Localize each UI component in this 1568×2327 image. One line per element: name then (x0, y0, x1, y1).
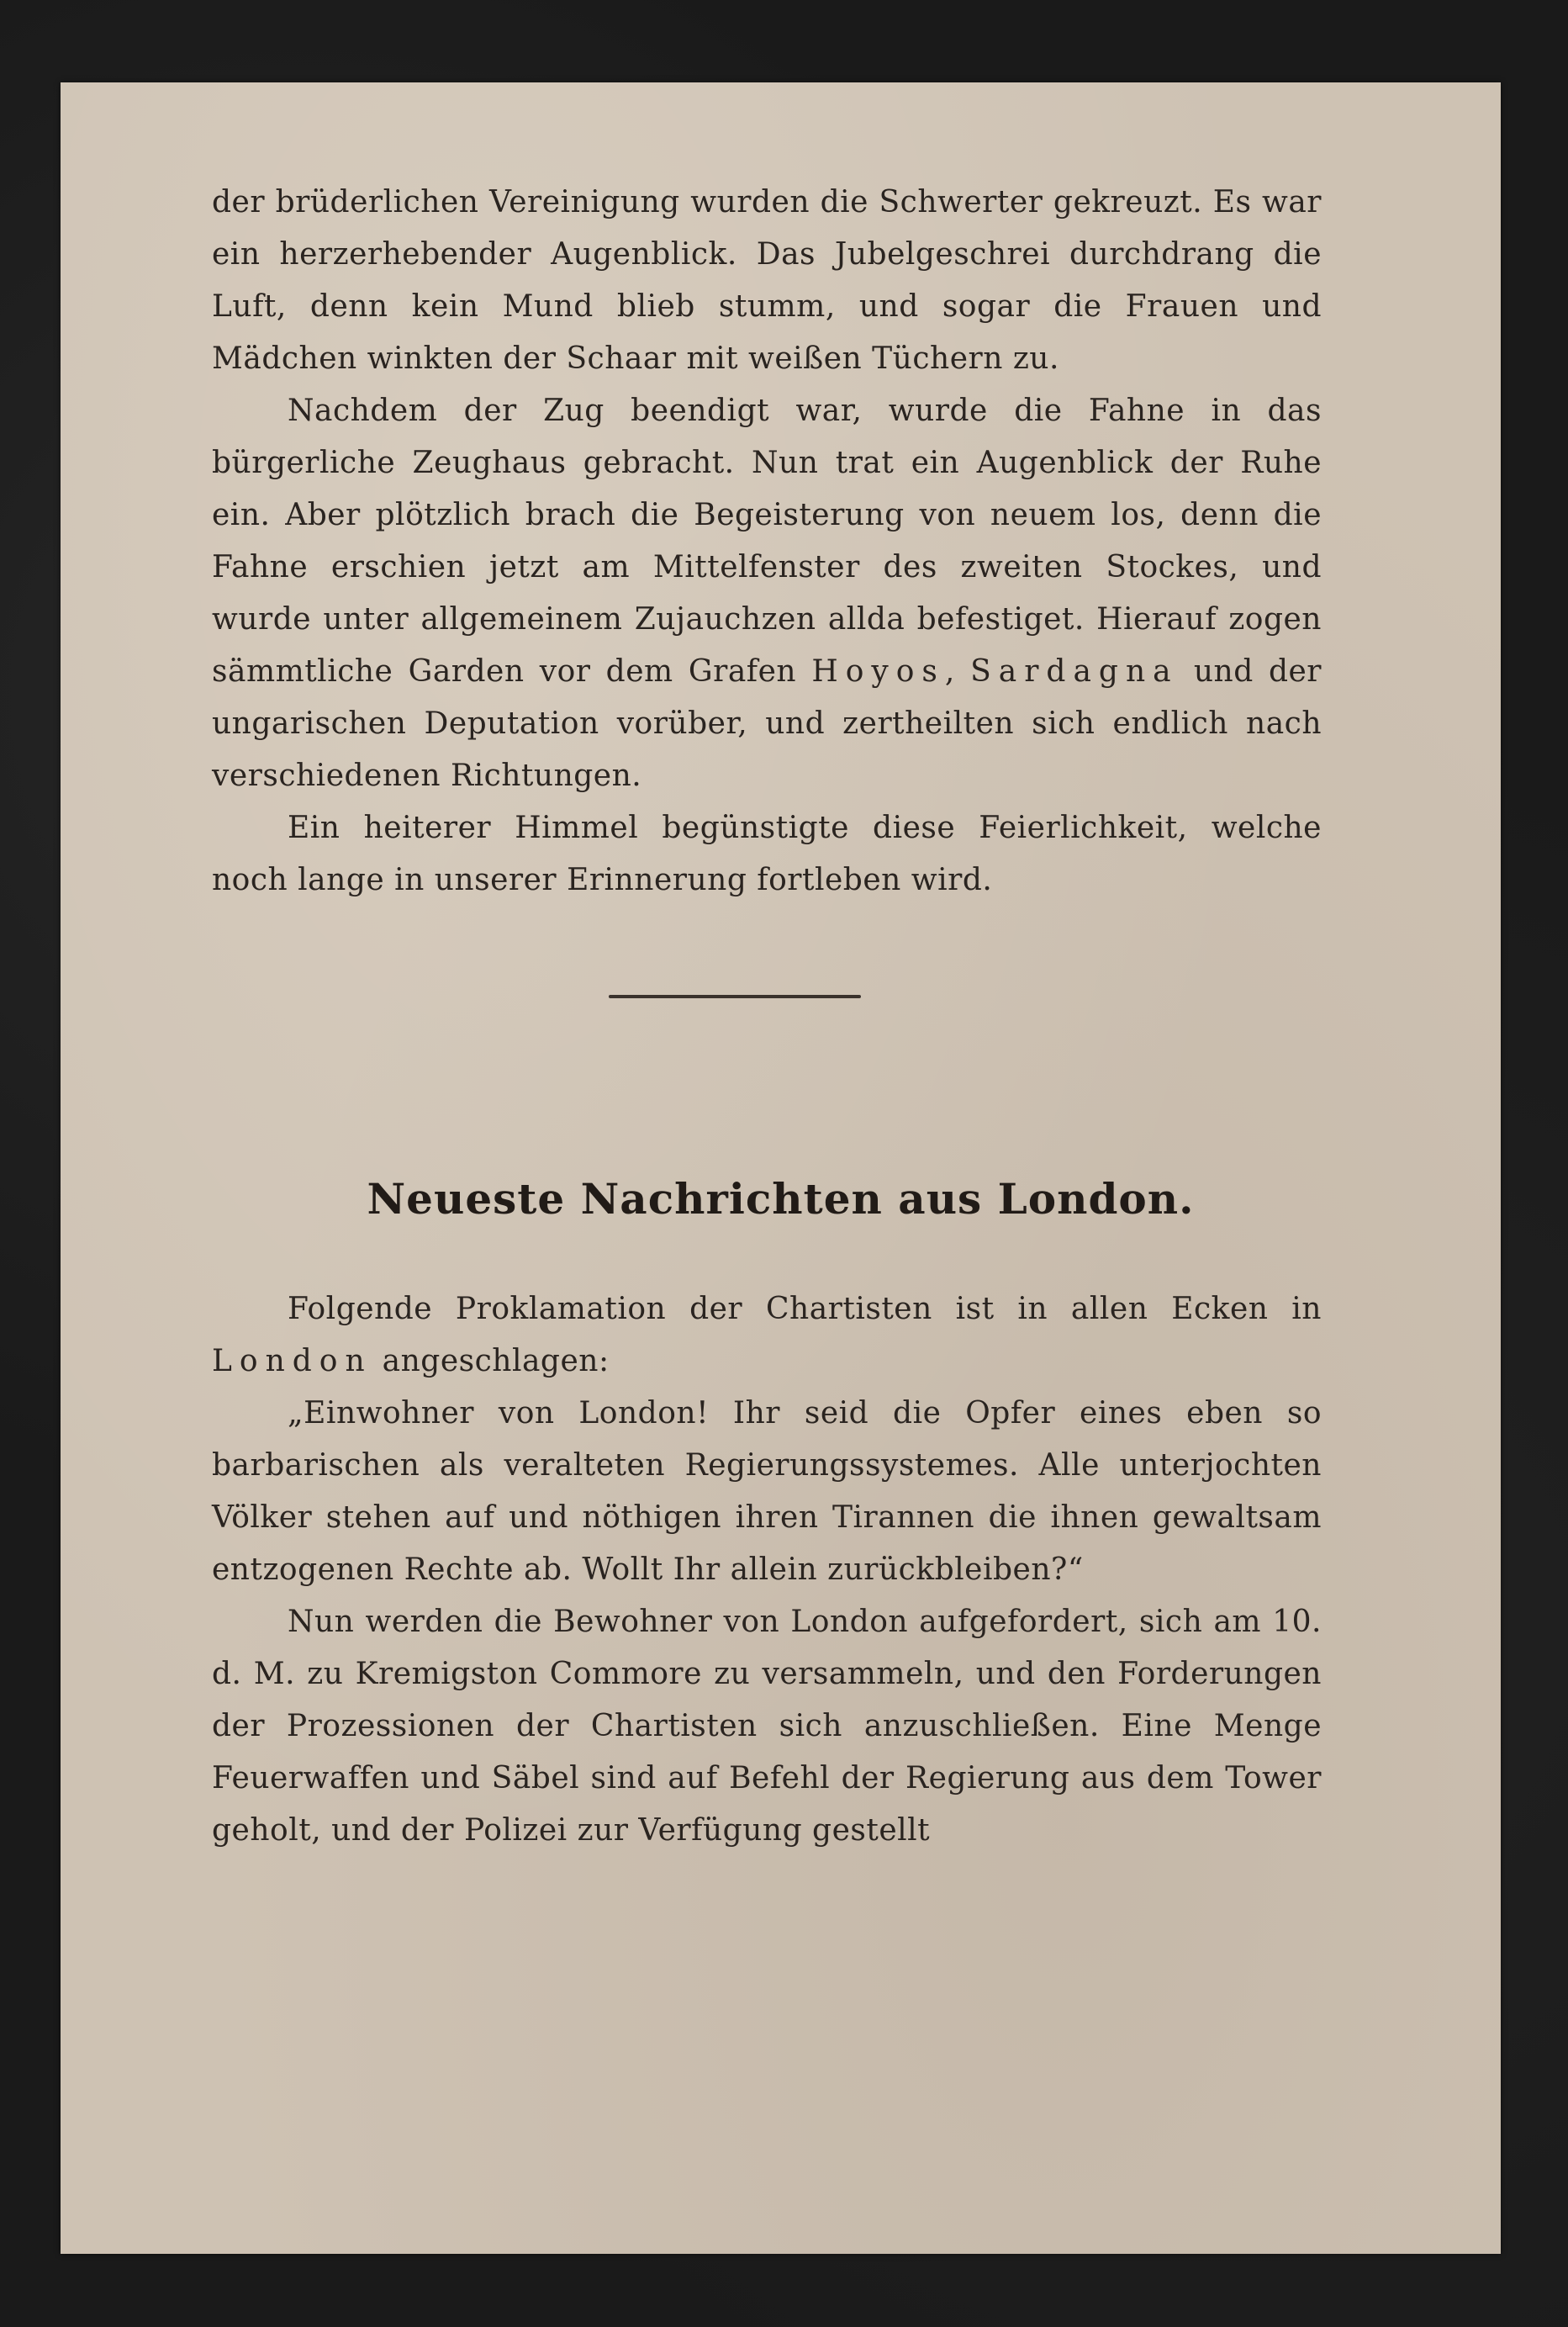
news-paragraph: Nun werden die Bewohner von London aufgefordert, sich am 10. d. M. zu Kremigston Commore zu versammeln, und den Forderungen der Prozessionen der Chartisten sich anzuschließen. Eine Menge Feuerwaffen und Säbel sind auf Befehl der Regierung aus dem Tower geholt, und der Polizei zur Verfügung gestellt (212, 1605, 1322, 1848)
section-heading: Neueste Nachrichten aus London. (367, 1174, 1195, 1224)
name-hoyos: Hoyos (811, 654, 945, 689)
proclamation-quote: „Einwohner von London! Ihr seid die Opfer eines eben so barbarischen als veralteten Regierungssystemes. Alle unterjochten Völker stehen auf und nöthigen ihren Tirannen die ihnen gewaltsam entzogenen Rechte ab. Wollt Ihr allein zurückbleiben?“ (212, 1396, 1322, 1587)
document-page (61, 82, 1501, 2254)
london-news (212, 1283, 1322, 1857)
intro-end: angeschlagen: (382, 1344, 610, 1378)
paragraph-1: der brüderlichen Vereinigung wurden die Schwerter gekreuzt. Es war ein herzerhebender Augenblick. Das Jubelgeschrei durchdrang die Luft, denn kein Mund blieb stumm, und sogar die Frauen und Mädchen winkten der Schaar mit weißen Tüchern zu. (212, 185, 1322, 376)
paragraph-2 (212, 385, 1322, 802)
section-divider (609, 995, 861, 998)
comma-separator: , (944, 654, 955, 689)
paragraph-3: Ein heiterer Himmel begünstigte diese Feierlichkeit, welche noch lange in unserer Erinnerung fortleben wird. (212, 811, 1322, 897)
london-word: London (212, 1344, 372, 1378)
intro-text: Folgende Proklamation der Chartisten ist in allen Ecken in (288, 1292, 1322, 1326)
paragraph-2-tail: und der ungarischen Deputation vorüber, und zertheilten sich endlich nach verschiedenen Richtungen. (212, 654, 1323, 793)
name-sardagna: Sardagna (970, 654, 1179, 689)
article-continuation (212, 177, 1322, 907)
proclamation-intro (212, 1283, 1322, 1388)
paragraph-2-text: Nachdem der Zug beendigt war, wurde die Fahne in das bürgerliche Zeughaus gebracht. Nun trat ein Augenblick der Ruhe ein. Aber plötzlich brach die Begeisterung von neuem los, denn die Fahne erschien jetzt am Mittelfenster des zweiten Stockes, und wurde unter allgemeinem Zujauchzen allda befestiget. Hierauf zogen sämmtliche Garden vor dem Grafen (212, 394, 1322, 689)
